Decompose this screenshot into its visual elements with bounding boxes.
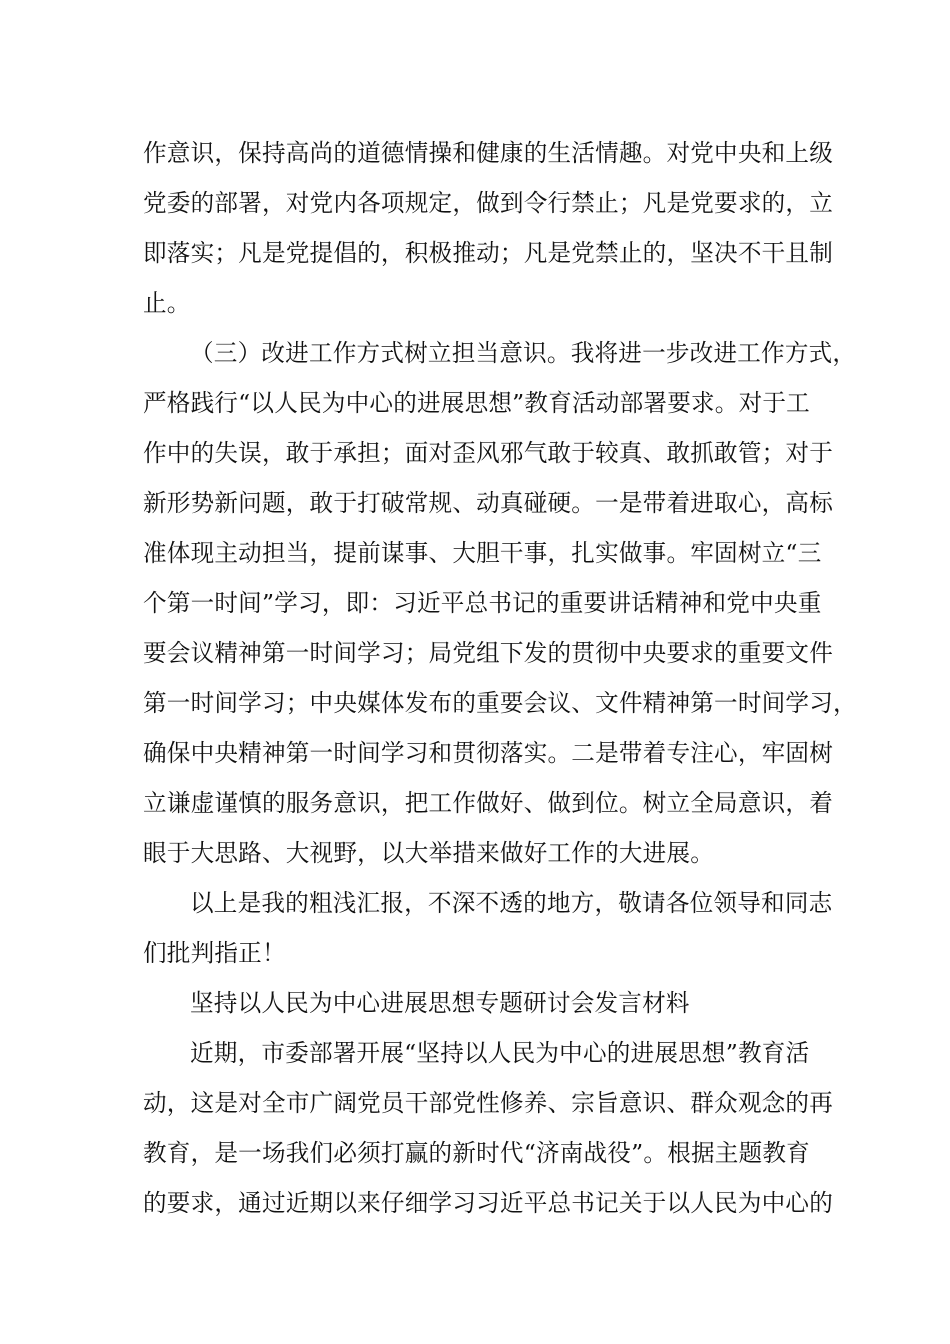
paragraph-start-line: 近期，市委部署开展“坚持以人民为中心的进展思想”教育活: [190, 1039, 810, 1067]
text-line: 个第一时间”学习，即：习近平总书记的重要讲话精神和党中央重: [143, 589, 822, 617]
text-line: 新形势新问题，敢于打破常规、动真碰硬。一是带着进取心，高标: [143, 489, 834, 517]
text-line: 即落实；凡是党提倡的，积极推动；凡是党禁止的，坚决不干且制: [143, 239, 834, 267]
text-line: 动，这是对全市广阔党员干部党性修养、宗旨意识、群众观念的再: [143, 1089, 834, 1117]
text-line: 严格践行“以人民为中心的进展思想”教育活动部署要求。对于工: [143, 389, 810, 417]
text-line: 作意识，保持高尚的道德情操和健康的生活情趣。对党中央和上级: [143, 139, 834, 167]
paragraph-start-line: 以上是我的粗浅汇报，不深不透的地方，敬请各位领导和同志: [190, 889, 833, 917]
text-line: 教育，是一场我们必须打赢的新时代“济南战役”。根据主题教育: [143, 1139, 810, 1167]
document-body: [143, 128, 857, 1228]
text-line: 们批判指正！: [143, 939, 286, 967]
text-line: 立谦虚谨慎的服务意识，把工作做好、做到位。树立全局意识，着: [143, 789, 834, 817]
text-line: 眼于大思路、大视野，以大举措来做好工作的大进展。: [143, 839, 715, 867]
text-line: 作中的失误，敢于承担；面对歪风邪气敢于较真、敢抓敢管；对于: [143, 439, 834, 467]
text-line: 确保中央精神第一时间学习和贯彻落实。二是带着专注心，牢固树: [143, 739, 834, 767]
text-line: 准体现主动担当，提前谋事、大胆干事，扎实做事。牢固树立“三: [143, 539, 822, 567]
text-line: 要会议精神第一时间学习；局党组下发的贯彻中央要求的重要文件: [143, 639, 834, 667]
text-line: 的要求，通过近期以来仔细学习习近平总书记关于以人民为中心的: [143, 1189, 834, 1217]
section-title: 坚持以人民为中心进展思想专题研讨会发言材料: [190, 989, 690, 1017]
text-line: 止。: [143, 289, 191, 317]
text-line: 第一时间学习；中央媒体发布的重要会议、文件精神第一时间学习，: [143, 689, 857, 717]
paragraph-start-line: （三）改进工作方式树立担当意识。我将进一步改进工作方式，: [190, 339, 857, 367]
text-line: 党委的部署，对党内各项规定，做到令行禁止；凡是党要求的，立: [143, 189, 834, 217]
